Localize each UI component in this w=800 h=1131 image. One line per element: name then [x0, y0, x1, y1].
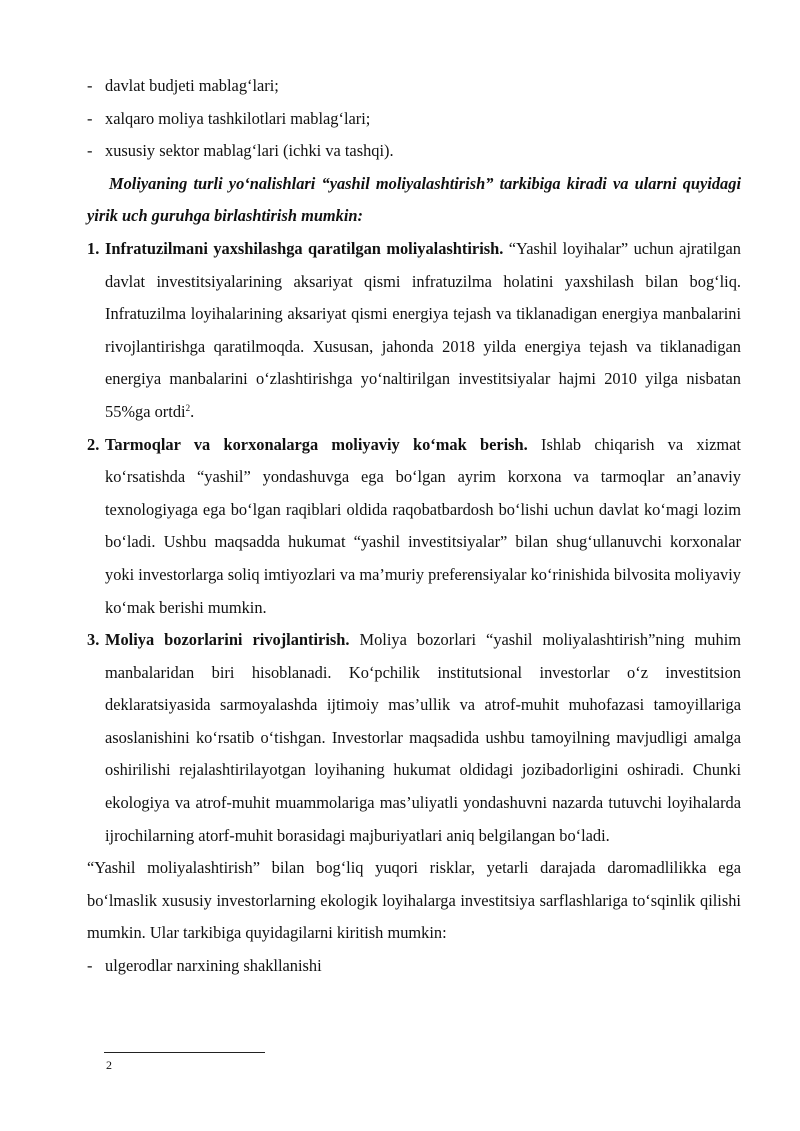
item-text: Ishlab chiqarish va xizmat ko‘rsatishda “yashil” yondashuvga ega bo‘lgan ayrim korxona va tarmoqlar an’anaviy texnologiyaga ega bo‘lgan raqiblari oldida raqobatbardosh bo‘lishi uchun davlat ko‘magi lozim bo‘ladi. Ushbu maqsadda hukumat “yashil investitsiyalar” bilan shug‘ullanuvchi korxonalar yoki investorlarga soliq imtiyozlari va ma’muriy preferensiyalar ko‘rinishida bilvosita moliyaviy ko‘mak berishi mumkin.: [105, 434, 741, 617]
list-item: [87, 950, 741, 983]
list-item: [87, 70, 741, 103]
footnote-separator: [104, 1052, 265, 1053]
closing-paragraph: “Yashil moliyalashtirish” bilan bog‘liq yuqori risklar, yetarli darajada daromadlilikka ega bo‘lmaslik xususiy investorlarning ekologik loyihalarga investitsiya sarflashlariga to‘sqinlik qilishi mumkin. Ular tarkibiga quyidagilarni kiritish mumkin:: [87, 858, 741, 943]
lead-paragraph: Moliyaning turli yo‘nalishlari “yashil moliyalashtirish” tarkibiga kiradi va ularni quyidagi yirik uch guruhga birlashtirish mumkin:: [87, 173, 741, 226]
footnote-reference: 2: [185, 402, 191, 413]
dash-marker: -: [87, 141, 93, 161]
item-number: 2.: [87, 434, 100, 454]
item-number: 3.: [87, 630, 100, 650]
list-item: [87, 135, 741, 168]
document-body: [87, 70, 741, 983]
list-item-text: ulgerodlar narxining shakllanishi: [105, 956, 322, 976]
item-tail: .: [190, 401, 195, 421]
numbered-item: [87, 233, 741, 429]
item-text: Moliya bozorlari “yashil moliyalashtirish”ning muhim manbalaridan biri hisoblanadi. Ko‘pchilik institutsional investorlar o‘z investitsion deklaratsiyasida sarmoyalashda ijtimoiy mas’ullik va atrof-muhit muhofazasi tamoyillariga asoslanishini ko‘rsatib o‘tishgan. Investorlar maqsadida ushbu tamoyilning mavjudligi amalga oshirilishi rejalashtirilayotgan loyihaning hukumat oldidagi jozibadorligini oshiradi. Chunki ekologiya va atrof-muhit muammolariga mas’uliyatli yondashuvni nazarda tutuvchi loyihalarda ijrochilarning atorf-muhit borasidagi majburiyatlari aniq belgilangan bo‘ladi.: [105, 630, 741, 845]
dash-marker: -: [87, 956, 93, 976]
item-heading: Tarmoqlar va korxonalarga moliyaviy ko‘mak berish.: [105, 434, 528, 454]
item-number: 1.: [87, 238, 100, 258]
footnote-number: 2: [106, 1058, 112, 1072]
item-text: “Yashil loyihalar” uchun ajratilgan davlat investitsiyalarining aksariyat qismi infratuzilma holatini yaxshilash bilan bog‘liq. Infratuzilma loyihalarining aksariyat qismi energiya tejash va tiklanadigan energiya manbalarini rivojlantirishga qaratilmoqda. Xususan, jahonda 2018 yilda energiya tejash va tiklanadigan energiya manbalarini o‘zlashtirishga yo‘naltirilgan investitsiyalar hajmi 2010 yilga nisbatan 55%ga ortdi: [105, 238, 741, 421]
list-item-text: xususiy sektor mablag‘lari (ichki va tashqi).: [105, 141, 394, 161]
numbered-item: [87, 429, 741, 625]
dash-marker: -: [87, 108, 93, 128]
dash-marker: -: [87, 76, 93, 95]
item-heading: Infratuzilmani yaxshilashga qaratilgan moliyalashtirish.: [105, 238, 504, 258]
numbered-item: [87, 624, 741, 852]
item-body: [105, 429, 741, 625]
item-body: [105, 624, 741, 852]
list-item-text: xalqaro moliya tashkilotlari mablag‘lari;: [105, 108, 371, 128]
item-heading: Moliya bozorlarini rivojlantirish.: [105, 630, 350, 650]
list-item: [87, 103, 741, 136]
list-item-text: davlat budjeti mablag‘lari;: [105, 76, 279, 95]
item-body: [105, 233, 741, 429]
